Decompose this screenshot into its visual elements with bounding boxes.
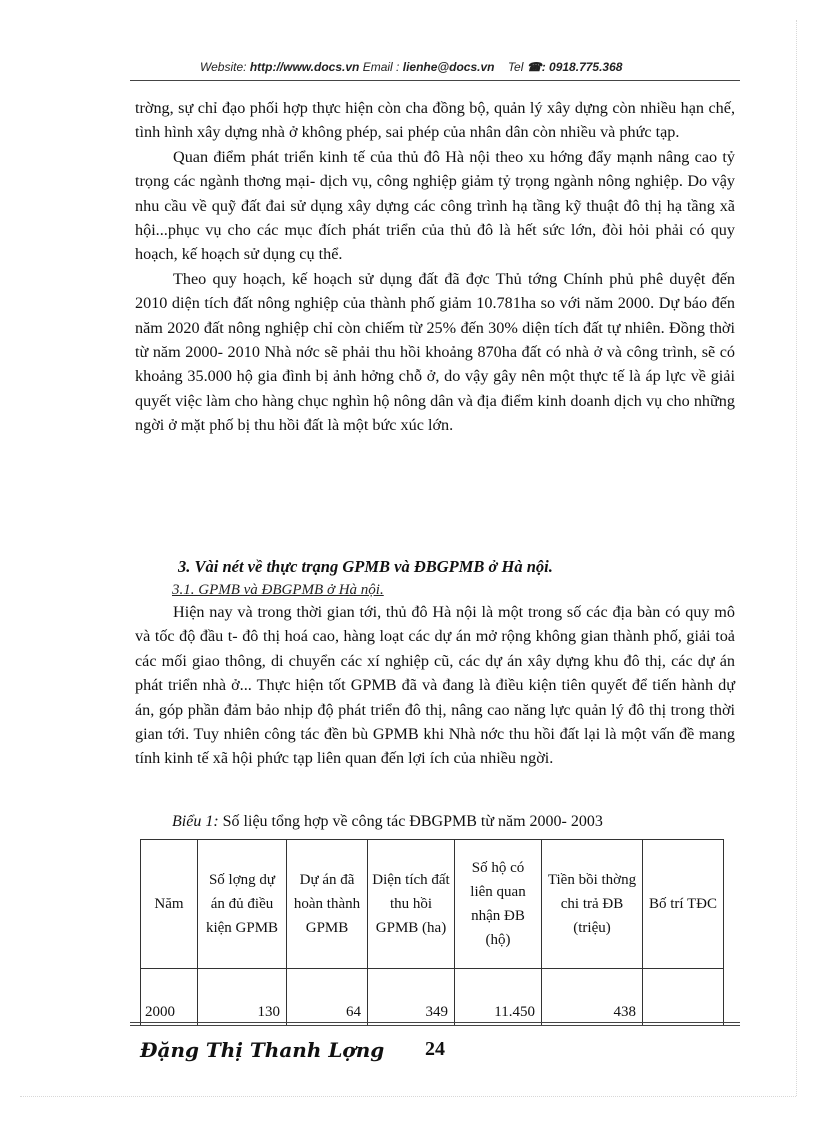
header-eligible-projects: Số lợng dự án đủ điều kiện GPMB bbox=[198, 840, 287, 969]
header-rule bbox=[130, 80, 740, 81]
body-block-2 bbox=[135, 600, 735, 771]
paragraph-3: Theo quy hoạch, kế hoạch sử dụng đất đã đợc Thủ tớng Chính phủ phê duyệt đến 2010 diện tích đất nông nghiệp của thành phố giảm 10.781ha so với năm 2000. Dự báo đến năm 2020 đất nông nghiệp chỉ còn chiếm từ 25% đến 30% diện tích đất tự nhiên. Đồng thời từ năm 2000- 2010 Nhà nớc sẽ phải thu hồi khoảng 870ha đất có nhà ở và công trình, sẽ có khoảng 35.000 hộ gia đình bị ảnh hởng chỗ ở, do vậy gây nên một thực tế là áp lực về giải quyết việc làm cho hàng chục nghìn hộ nông dân và địa điểm kinh doanh dịch vụ cho những ngời ở mặt phố bị thu hồi đất là một bức xúc lớn. bbox=[135, 269, 735, 435]
footer-rule-top bbox=[130, 1022, 740, 1023]
cell-land-area: 349 bbox=[368, 969, 455, 1026]
website-label: Website: bbox=[200, 60, 247, 74]
cell-completed-projects: 64 bbox=[287, 969, 368, 1026]
cell-households: 11.450 bbox=[455, 969, 542, 1026]
header-compensation: Tiền bồi thờng chi trả ĐB (triệu) bbox=[542, 840, 643, 969]
table-caption bbox=[172, 813, 603, 831]
phone-number: : 0918.775.368 bbox=[541, 60, 623, 74]
tel-label: Tel bbox=[507, 60, 524, 74]
data-table bbox=[140, 839, 724, 1026]
website-link[interactable]: http://www.docs.vn bbox=[249, 60, 360, 74]
header-year: Năm bbox=[141, 840, 198, 969]
footer-rule-bottom bbox=[130, 1025, 740, 1026]
email-link[interactable]: lienhe@docs.vn bbox=[402, 60, 495, 74]
page-edge-right bbox=[796, 20, 797, 1096]
page-edge-bottom bbox=[20, 1096, 796, 1097]
caption-label: Biểu 1: bbox=[172, 813, 219, 830]
paragraph-4: Hiện nay và trong thời gian tới, thủ đô Hà nội là một trong số các địa bàn có quy mô và tốc độ đầu t- đô thị hoá cao, hàng loạt các dự án mở rộng không gian thành phố, giải toả các mối giao thông, di chuyển các xí nghiệp cũ, các dự án xây dựng khu đô thị, các dự án phát triển nhà ở... Thực hiện tốt GPMB đã và đang là điều kiện tiên quyết để tiến hành dự án, góp phần đảm bảo nhịp độ phát triển đô thị, nâng cao năng lực quản lý đô thị trong thời gian tới. Tuy nhiên công tác đền bù GPMB khi Nhà nớc thu hồi đất lại là một vấn đề mang tính kinh tế xã hội phức tạp liên quan đến lợi ích của nhiều ngời. bbox=[135, 603, 735, 768]
header-completed-projects: Dự án đã hoàn thành GPMB bbox=[287, 840, 368, 969]
table-row bbox=[141, 969, 724, 1026]
body-block-1 bbox=[135, 96, 735, 438]
page-header bbox=[200, 60, 760, 74]
table-header-row bbox=[141, 840, 724, 969]
cell-eligible-projects: 130 bbox=[198, 969, 287, 1026]
cell-compensation: 438 bbox=[542, 969, 643, 1026]
header-land-area: Diện tích đất thu hồi GPMB (ha) bbox=[368, 840, 455, 969]
header-resettlement: Bố trí TĐC bbox=[643, 840, 724, 969]
phone-icon: ☎ bbox=[526, 60, 542, 74]
paragraph-1: trờng, sự chỉ đạo phối hợp thực hiện còn cha đồng bộ, quản lý xây dựng còn nhiều hạn chế, tình hình xây dựng nhà ở không phép, sai phép của nhân dân còn nhiều và phức tạp. bbox=[135, 99, 735, 142]
cell-year: 2000 bbox=[141, 969, 198, 1026]
section-heading: 3. Vài nét về thực trạng GPMB và ĐBGPMB ở Hà nội. bbox=[178, 557, 553, 576]
caption-text: Số liệu tổng hợp về công tác ĐBGPMB từ năm 2000- 2003 bbox=[218, 813, 603, 830]
paragraph-2: Quan điểm phát triển kinh tế của thủ đô Hà nội theo xu hớng đẩy mạnh nâng cao tỷ trọng các ngành thơng mại- dịch vụ, công nghiệp giảm tỷ trọng ngành nông nghiệp. Do vậy nhu cầu về quỹ đất đai sử dụng xây dựng các công trình hạ tầng kỹ thuật đô thị hạ tầng xã hội...phục vụ cho các mục đích phát triển của thủ đô là hết sức lớn, đòi hỏi phải có quy hoạch, kế hoạch sử dụng cụ thể. bbox=[135, 147, 735, 264]
header-households: Số hộ có liên quan nhận ĐB (hộ) bbox=[455, 840, 542, 969]
email-label: Email : bbox=[362, 60, 400, 74]
author-name: Đặng Thị Thanh Lợng bbox=[140, 1038, 385, 1062]
cell-resettlement bbox=[643, 969, 724, 1026]
subsection-heading: 3.1. GPMB và ĐBGPMB ở Hà nội. bbox=[172, 582, 384, 598]
page-number: 24 bbox=[425, 1038, 445, 1060]
